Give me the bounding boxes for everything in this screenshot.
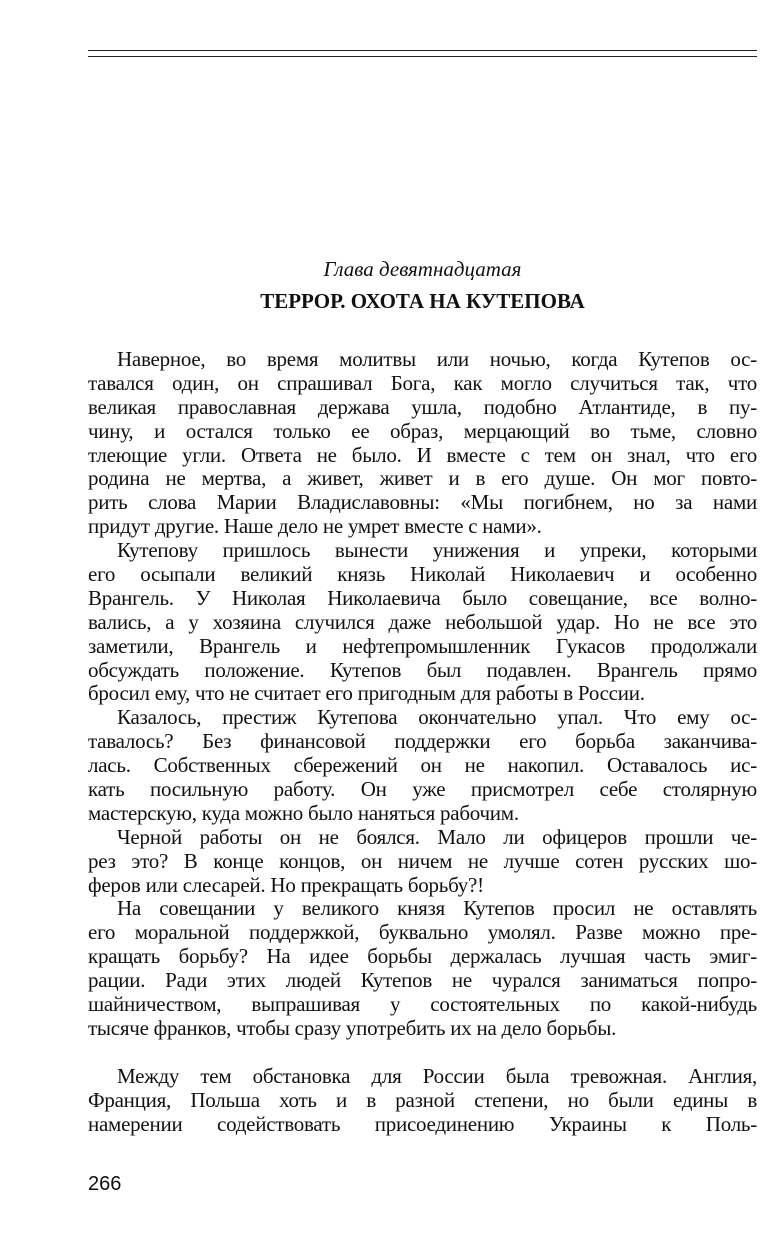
text-line: рез это? В конце концов, он ничем не лучше сотен русских шо- <box>88 848 757 873</box>
text-line: Между тем обстановка для России была тревожная. Англия, <box>117 1063 757 1088</box>
paragraph <box>88 706 757 825</box>
text-line: тысяче франков, чтобы сразу употребить их на дело борьбы. <box>88 1015 617 1040</box>
text-line: рации. Ради этих людей Кутепов не чурался заниматься попро- <box>88 968 757 993</box>
text-line: Черной работы он не боялся. Мало ли офицеров прошли че- <box>117 824 757 849</box>
text-line: шайничеством, выпрашивая у состоятельных по какой-нибудь <box>88 992 757 1017</box>
text-line: мастерскую, куда можно было наняться рабочим. <box>88 800 519 825</box>
paragraph <box>88 1065 757 1137</box>
text-line: кращать борьбу? На идее борьбы держалась лучшая часть эмиг- <box>88 944 757 969</box>
header-rule-top <box>88 50 757 51</box>
section-gap <box>88 1041 757 1065</box>
paragraph <box>88 897 757 1040</box>
text-line: чину, и остался только ее образ, мерцающий во тьме, словно <box>88 418 757 443</box>
text-line: лась. Собственных сбережений он не накопил. Оставалось ис- <box>88 753 757 778</box>
text-line: обсуждать положение. Кутепов был подавлен. Врангель прямо <box>88 657 757 682</box>
text-line: Врангель. У Николая Николаевича было совещание, все волно- <box>88 585 757 610</box>
paragraph <box>88 826 757 898</box>
body-text <box>88 348 757 1136</box>
text-line: вались, а у хозяина случился даже небольшой удар. Но не все это <box>88 609 757 634</box>
text-line: Наверное, во время молитвы или ночью, когда Кутепов ос- <box>117 347 757 371</box>
text-line: кать посильную работу. Он уже присмотрел себе столярную <box>88 777 757 802</box>
text-line: феров или слесарей. Но прекращать борьбу?! <box>88 872 484 897</box>
text-line: Казалось, престиж Кутепова окончательно упал. Что ему ос- <box>117 705 757 730</box>
text-line: тлеющие угли. Ответа не было. И вместе с тем он знал, что его <box>88 442 757 467</box>
text-line: намерении содействовать присоединению Украины к Поль- <box>88 1111 757 1136</box>
text-line: заметили, Врангель и нефтепромышленник Гукасов продолжали <box>88 633 757 658</box>
text-line: великая православная держава ушла, подобно Атлантиде, в пу- <box>88 394 757 419</box>
header-rule-bottom <box>88 56 757 57</box>
text-line: тавалось? Без финансовой поддержки его борьба заканчива- <box>88 729 757 754</box>
text-line: его осыпали великий князь Николай Николаевич и особенно <box>88 562 757 587</box>
text-line: рить слова Марии Владиславовны: «Мы погибнем, но за нами <box>88 490 757 515</box>
text-line: родина не мертва, а живет, живет и в его душе. Он мог повто- <box>88 466 757 491</box>
text-line: Франция, Польша хоть и в разной степени, но были едины в <box>88 1087 757 1112</box>
page-number: 266 <box>88 1173 122 1195</box>
text-line: Кутепову пришлось вынести унижения и упреки, которыми <box>117 538 757 563</box>
text-line: На совещании у великого князя Кутепов просил не оставлять <box>117 896 757 921</box>
text-line: тавался один, он спрашивал Бога, как могло случиться так, что <box>88 370 757 395</box>
text-line: бросил ему, что не считает его пригодным для работы в России. <box>88 681 645 706</box>
paragraph <box>88 539 757 706</box>
text-line: его моральной поддержкой, буквально умолял. Разве можно пре- <box>88 920 757 945</box>
paragraph <box>88 348 757 539</box>
chapter-label: Глава девятнадцатая <box>323 257 522 281</box>
chapter-title: ТЕРРОР. ОХОТА НА КУТЕПОВА <box>260 289 585 313</box>
text-line: придут другие. Наше дело не умрет вместе с нами». <box>88 514 542 539</box>
